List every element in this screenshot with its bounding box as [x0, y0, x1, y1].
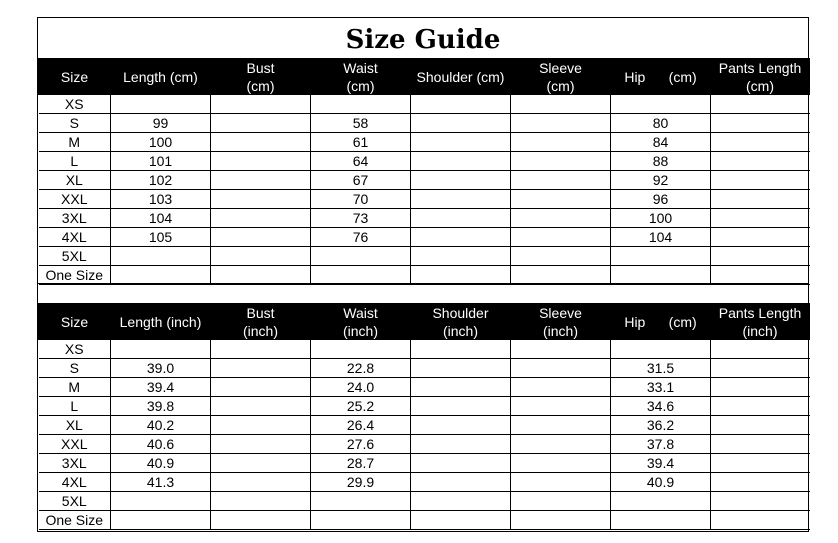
value-cell: 28.7 — [311, 454, 411, 473]
value-cell — [511, 152, 611, 171]
value-cell: 24.0 — [311, 378, 411, 397]
value-cell — [611, 340, 711, 359]
value-cell: 39.4 — [111, 378, 211, 397]
value-cell — [411, 190, 511, 209]
table-row — [39, 95, 810, 114]
table-row — [39, 152, 810, 171]
value-cell — [711, 416, 810, 435]
value-cell: 100 — [611, 209, 711, 228]
value-cell: 22.8 — [311, 359, 411, 378]
size-cell: XXL — [39, 435, 111, 454]
value-cell — [211, 190, 311, 209]
column-header: Length (cm) — [111, 58, 211, 95]
table-row — [39, 435, 810, 454]
value-cell — [411, 378, 511, 397]
table-row — [39, 190, 810, 209]
column-header: Sleeve (cm) — [511, 58, 611, 95]
table-row — [39, 247, 810, 266]
table-row — [39, 171, 810, 190]
column-header: Waist (inch) — [311, 303, 411, 340]
value-cell — [711, 492, 810, 511]
size-cell: XXL — [39, 190, 111, 209]
value-cell — [511, 511, 611, 530]
value-cell — [711, 114, 810, 133]
value-cell — [111, 266, 211, 285]
value-cell — [211, 416, 311, 435]
value-cell — [111, 511, 211, 530]
value-cell — [411, 171, 511, 190]
column-header: Bust (cm) — [211, 58, 311, 95]
value-cell — [711, 247, 810, 266]
value-cell — [411, 114, 511, 133]
value-cell: 104 — [111, 209, 211, 228]
value-cell: 26.4 — [311, 416, 411, 435]
value-cell: 101 — [111, 152, 211, 171]
value-cell — [711, 511, 810, 530]
column-header: Bust (inch) — [211, 303, 311, 340]
size-cell: M — [39, 133, 111, 152]
column-header: Sleeve (inch) — [511, 303, 611, 340]
value-cell: 70 — [311, 190, 411, 209]
value-cell — [511, 247, 611, 266]
value-cell — [711, 228, 810, 247]
column-header: Size — [39, 303, 111, 340]
size-cell: S — [39, 114, 111, 133]
value-cell — [211, 152, 311, 171]
header-row — [39, 303, 810, 340]
value-cell: 84 — [611, 133, 711, 152]
value-cell — [411, 435, 511, 454]
value-cell — [711, 454, 810, 473]
value-cell — [611, 247, 711, 266]
value-cell — [211, 492, 311, 511]
value-cell: 40.2 — [111, 416, 211, 435]
size-guide-frame — [37, 17, 809, 532]
value-cell — [211, 133, 311, 152]
table-body — [39, 340, 810, 530]
value-cell — [111, 95, 211, 114]
size-cell: XS — [39, 340, 111, 359]
value-cell — [711, 190, 810, 209]
value-cell — [411, 152, 511, 171]
value-cell: 27.6 — [311, 435, 411, 454]
value-cell — [211, 340, 311, 359]
value-cell — [711, 95, 810, 114]
value-cell — [711, 133, 810, 152]
value-cell — [311, 492, 411, 511]
value-cell: 39.4 — [611, 454, 711, 473]
table-row — [39, 511, 810, 530]
table-header — [39, 58, 810, 95]
value-cell — [511, 95, 611, 114]
value-cell — [511, 340, 611, 359]
value-cell — [411, 511, 511, 530]
value-cell — [211, 114, 311, 133]
size-cell: 5XL — [39, 247, 111, 266]
value-cell — [511, 435, 611, 454]
value-cell — [511, 454, 611, 473]
value-cell — [711, 152, 810, 171]
column-header: Pants Length (cm) — [711, 58, 810, 95]
table-row — [39, 133, 810, 152]
value-cell — [611, 95, 711, 114]
value-cell — [411, 266, 511, 285]
size-table-inch — [38, 303, 810, 530]
table-separator — [38, 283, 808, 303]
table-row — [39, 416, 810, 435]
value-cell: 34.6 — [611, 397, 711, 416]
value-cell — [511, 133, 611, 152]
column-header: Length (inch) — [111, 303, 211, 340]
table-header — [39, 303, 810, 340]
size-cell: XL — [39, 171, 111, 190]
value-cell — [511, 228, 611, 247]
value-cell — [411, 454, 511, 473]
value-cell: 100 — [111, 133, 211, 152]
value-cell — [211, 511, 311, 530]
size-cell: XS — [39, 95, 111, 114]
value-cell — [211, 359, 311, 378]
table-row — [39, 492, 810, 511]
value-cell — [711, 378, 810, 397]
value-cell — [311, 247, 411, 266]
value-cell — [711, 266, 810, 285]
value-cell — [411, 133, 511, 152]
value-cell: 80 — [611, 114, 711, 133]
value-cell: 39.0 — [111, 359, 211, 378]
value-cell — [611, 266, 711, 285]
value-cell — [111, 247, 211, 266]
value-cell — [211, 378, 311, 397]
table-body — [39, 95, 810, 285]
value-cell — [411, 228, 511, 247]
value-cell — [511, 492, 611, 511]
size-cell: M — [39, 378, 111, 397]
column-header: Pants Length (inch) — [711, 303, 810, 340]
size-table-cm — [38, 58, 810, 285]
column-header: Shoulder (cm) — [411, 58, 511, 95]
value-cell — [511, 209, 611, 228]
page-title: Size Guide — [345, 25, 501, 55]
value-cell — [411, 473, 511, 492]
value-cell — [711, 473, 810, 492]
value-cell — [511, 359, 611, 378]
value-cell — [211, 228, 311, 247]
value-cell — [511, 473, 611, 492]
value-cell: 31.5 — [611, 359, 711, 378]
table-row — [39, 340, 810, 359]
value-cell: 39.8 — [111, 397, 211, 416]
value-cell — [411, 359, 511, 378]
size-cell: 3XL — [39, 454, 111, 473]
value-cell — [711, 359, 810, 378]
value-cell — [311, 266, 411, 285]
value-cell: 40.9 — [111, 454, 211, 473]
value-cell: 105 — [111, 228, 211, 247]
table-row — [39, 266, 810, 285]
value-cell — [211, 266, 311, 285]
value-cell: 67 — [311, 171, 411, 190]
value-cell — [711, 435, 810, 454]
value-cell: 76 — [311, 228, 411, 247]
value-cell — [511, 397, 611, 416]
column-header: Hip (cm) — [611, 303, 711, 340]
table-row — [39, 359, 810, 378]
size-cell: 4XL — [39, 228, 111, 247]
header-row — [39, 58, 810, 95]
value-cell: 103 — [111, 190, 211, 209]
value-cell — [111, 340, 211, 359]
value-cell: 96 — [611, 190, 711, 209]
table-row — [39, 228, 810, 247]
value-cell: 102 — [111, 171, 211, 190]
table-row — [39, 454, 810, 473]
value-cell — [211, 473, 311, 492]
value-cell — [511, 171, 611, 190]
size-cell: 4XL — [39, 473, 111, 492]
table-row — [39, 397, 810, 416]
size-cell: L — [39, 397, 111, 416]
value-cell — [511, 114, 611, 133]
size-cell: One Size — [39, 266, 111, 285]
value-cell — [411, 95, 511, 114]
value-cell: 73 — [311, 209, 411, 228]
value-cell — [211, 209, 311, 228]
table-row — [39, 114, 810, 133]
column-header: Waist (cm) — [311, 58, 411, 95]
size-cell: One Size — [39, 511, 111, 530]
value-cell — [411, 340, 511, 359]
value-cell: 29.9 — [311, 473, 411, 492]
value-cell — [411, 492, 511, 511]
value-cell: 40.9 — [611, 473, 711, 492]
value-cell: 88 — [611, 152, 711, 171]
value-cell: 104 — [611, 228, 711, 247]
size-cell: 3XL — [39, 209, 111, 228]
value-cell: 33.1 — [611, 378, 711, 397]
value-cell — [511, 416, 611, 435]
value-cell — [111, 492, 211, 511]
value-cell — [311, 340, 411, 359]
value-cell: 25.2 — [311, 397, 411, 416]
value-cell: 37.8 — [611, 435, 711, 454]
value-cell: 64 — [311, 152, 411, 171]
size-cell: S — [39, 359, 111, 378]
value-cell: 36.2 — [611, 416, 711, 435]
value-cell — [511, 190, 611, 209]
table-row — [39, 473, 810, 492]
value-cell — [311, 95, 411, 114]
size-cell: L — [39, 152, 111, 171]
value-cell: 61 — [311, 133, 411, 152]
value-cell — [211, 95, 311, 114]
column-header: Hip (cm) — [611, 58, 711, 95]
value-cell — [311, 511, 411, 530]
value-cell — [711, 397, 810, 416]
value-cell — [211, 397, 311, 416]
value-cell — [711, 171, 810, 190]
value-cell: 58 — [311, 114, 411, 133]
value-cell — [411, 397, 511, 416]
size-cell: XL — [39, 416, 111, 435]
value-cell: 40.6 — [111, 435, 211, 454]
value-cell — [511, 378, 611, 397]
value-cell — [511, 266, 611, 285]
value-cell — [411, 416, 511, 435]
value-cell — [711, 340, 810, 359]
value-cell — [211, 435, 311, 454]
value-cell: 92 — [611, 171, 711, 190]
table-row — [39, 378, 810, 397]
value-cell — [211, 171, 311, 190]
value-cell — [411, 247, 511, 266]
value-cell — [411, 209, 511, 228]
table-row — [39, 209, 810, 228]
value-cell — [211, 454, 311, 473]
value-cell — [211, 247, 311, 266]
value-cell: 99 — [111, 114, 211, 133]
column-header: Shoulder (inch) — [411, 303, 511, 340]
value-cell — [611, 492, 711, 511]
value-cell — [711, 209, 810, 228]
size-cell: 5XL — [39, 492, 111, 511]
value-cell: 41.3 — [111, 473, 211, 492]
value-cell — [611, 511, 711, 530]
column-header: Size — [39, 58, 111, 95]
